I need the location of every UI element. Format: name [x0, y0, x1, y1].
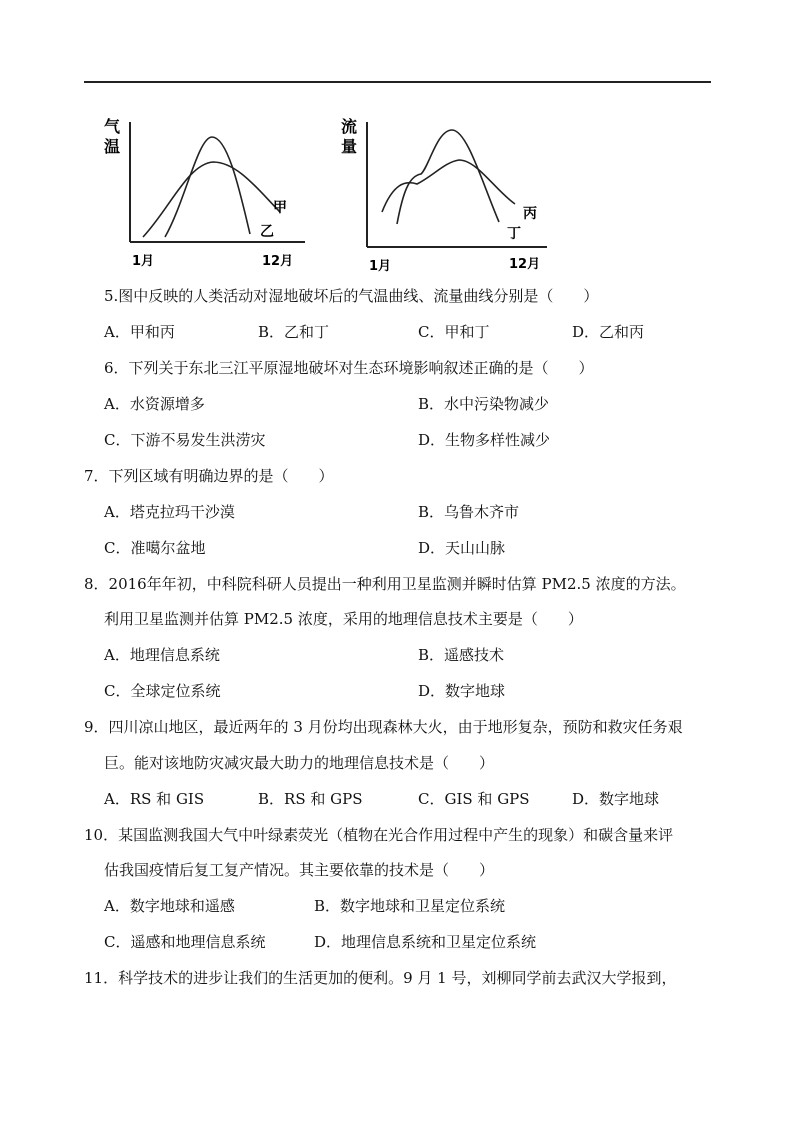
header-rule: [84, 81, 711, 83]
question-5-stem: 5.图中反映的人类活动对湿地破坏后的气温曲线、流量曲线分别是（ ）: [104, 287, 599, 305]
question-6-option-d[interactable]: D．生物多样性减少: [418, 431, 551, 449]
question-9-option-d[interactable]: D．数字地球: [572, 790, 660, 808]
question-5-option-b[interactable]: B．乙和丁: [258, 323, 330, 341]
question-11-stem: 11．科学技术的进步让我们的生活更加的便利。9 月 1 号，刘柳同学前去武汉大学报到，: [84, 969, 677, 987]
question-7-option-b[interactable]: B．乌鲁木齐市: [418, 503, 520, 521]
question-9-option-b[interactable]: B．RS 和 GPS: [258, 790, 363, 808]
x-label-end: 12月: [262, 254, 294, 269]
question-8-option-d[interactable]: D．数字地球: [418, 682, 506, 700]
x-label-start: 1月: [369, 259, 392, 274]
question-7-option-c[interactable]: C．准噶尔盆地: [104, 539, 206, 557]
question-8-option-c[interactable]: C．全球定位系统: [104, 682, 221, 700]
question-8-option-b[interactable]: B．遥感技术: [418, 646, 505, 664]
question-10-option-b[interactable]: B．数字地球和卫星定位系统: [314, 897, 506, 915]
question-9-stem-line-2: 巨。能对该地防灾减灾最大助力的地理信息技术是（ ）: [104, 754, 495, 772]
curve-yi: [165, 137, 250, 237]
question-7-stem: 7．下列区域有明确边界的是（ ）: [84, 467, 334, 485]
curve-label-ding: 丁: [507, 226, 521, 242]
question-7-option-a[interactable]: A．塔克拉玛干沙漠: [104, 503, 235, 521]
question-9-option-a[interactable]: A．RS 和 GIS: [104, 790, 205, 808]
question-10-option-d[interactable]: D．地理信息系统和卫星定位系统: [314, 933, 537, 951]
question-6-option-a[interactable]: A．水资源增多: [104, 395, 205, 413]
question-8-stem-line-2: 利用卫星监测并估算 PM2.5 浓度，采用的地理信息技术主要是（ ）: [104, 610, 583, 628]
question-10-option-c[interactable]: C．遥感和地理信息系统: [104, 933, 266, 951]
curve-label-bing: 丙: [523, 206, 537, 222]
question-9-stem-line-1: 9．四川凉山地区，最近两年的 3 月份均出现森林大火，由于地形复杂，预防和救灾任务艰: [84, 718, 683, 736]
x-label-start: 1月: [132, 254, 155, 269]
question-6-stem: 6．下列关于东北三江平原湿地破坏对生态环境影响叙述正确的是（ ）: [104, 359, 594, 377]
curve-ding: [397, 130, 499, 224]
question-5-option-c[interactable]: C．甲和丁: [418, 323, 490, 341]
question-5-option-a[interactable]: A．甲和丙: [104, 323, 175, 341]
chart-ylabel-top: 流: [341, 117, 358, 136]
x-label-end: 12月: [509, 257, 541, 272]
question-10-stem-line-1: 10．某国监测我国大气中叶绿素荧光（植物在光合作用过程中产生的现象）和碳含量来评: [84, 826, 674, 844]
temperature-chart: [100, 112, 310, 276]
chart-ylabel-top: 气: [104, 117, 121, 136]
chart-ylabel-bottom: 量: [341, 137, 358, 156]
flow-chart: [337, 112, 562, 281]
question-8-stem-line-1: 8．2016年年初，中科院科研人员提出一种利用卫星监测并瞬时估算 PM2.5 浓度的方法。: [84, 575, 686, 593]
question-7-option-d[interactable]: D．天山山脉: [418, 539, 506, 557]
question-9-option-c[interactable]: C．GIS 和 GPS: [418, 790, 530, 808]
question-10-option-a[interactable]: A．数字地球和遥感: [104, 897, 235, 915]
question-8-option-a[interactable]: A．地理信息系统: [104, 646, 220, 664]
question-10-stem-line-2: 估我国疫情后复工复产情况。其主要依靠的技术是（ ）: [104, 861, 495, 879]
curve-label-jia: 甲: [273, 200, 287, 216]
chart-ylabel-bottom: 温: [104, 137, 121, 156]
question-5-option-d[interactable]: D．乙和丙: [572, 323, 645, 341]
question-6-option-c[interactable]: C．下游不易发生洪涝灾: [104, 431, 266, 449]
curve-label-yi: 乙: [260, 224, 274, 240]
question-6-option-b[interactable]: B．水中污染物减少: [418, 395, 550, 413]
